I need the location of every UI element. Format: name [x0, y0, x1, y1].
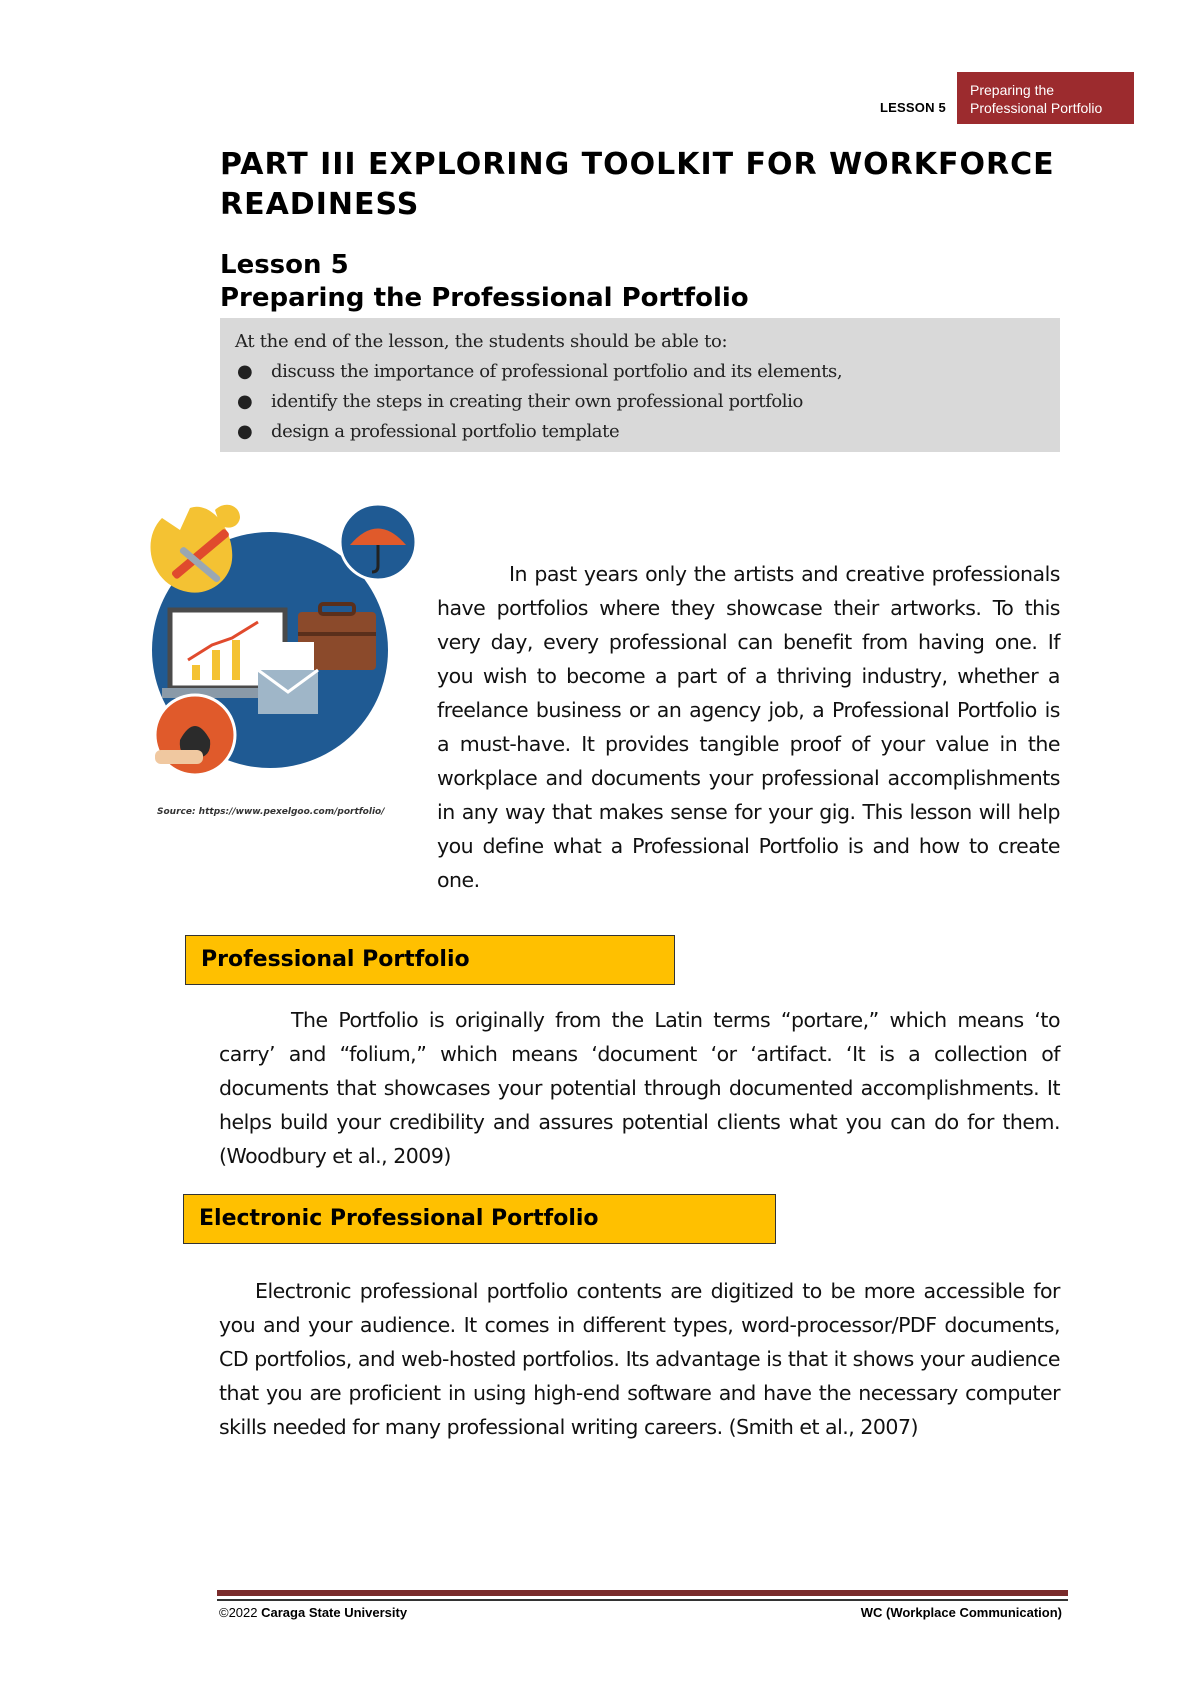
objective-text: design a professional portfolio template	[271, 421, 620, 442]
objective-item	[235, 417, 1046, 447]
bullet-icon: ●	[237, 421, 253, 442]
objective-text: identify the steps in creating their own professional portfolio	[271, 391, 803, 412]
footer-copyright	[219, 1605, 407, 1620]
header-box-line2: Professional Portfolio	[970, 100, 1103, 116]
umbrella-icon	[340, 504, 416, 580]
copyright-year: ©2022	[219, 1605, 258, 1620]
envelope-icon	[258, 642, 318, 714]
objectives-intro: At the end of the lesson, the students should be able to:	[235, 331, 728, 352]
footer-rule-thin	[217, 1599, 1068, 1601]
footer-rule	[217, 1590, 1068, 1596]
header-title-box	[957, 72, 1134, 124]
objectives-box	[220, 318, 1060, 452]
lesson-tag: LESSON 5	[880, 100, 946, 115]
objective-item	[235, 357, 1046, 387]
lesson-number: Lesson 5	[220, 250, 349, 280]
objective-item	[235, 387, 1046, 417]
university-name: Caraga State University	[261, 1605, 408, 1620]
part-title: PART III EXPLORING TOOLKIT FOR WORKFORCE READINESS	[220, 147, 1055, 222]
footer-course: WC (Workplace Communication)	[860, 1605, 1062, 1620]
electronic-portfolio-paragraph: Electronic professional portfolio contents are digitized to be more accessible for you and your audience. It comes in different types, word-processor/PDF documents, CD portfolios, and web-hosted portfolios. Its advantage is that it shows your audience that you are proficient in using high-end software and have the necessary computer skills needed for many professional writing careers. (Smith et al., 2007)	[219, 1279, 1060, 1439]
bullet-icon: ●	[237, 391, 253, 412]
header-box-line1: Preparing the	[970, 82, 1055, 98]
objectives-list	[235, 357, 1046, 447]
image-source-credit: Source: https://www.pexelgoo.com/portfolio/	[157, 807, 385, 817]
section-heading-electronic-portfolio: Electronic Professional Portfolio	[183, 1194, 776, 1244]
bullet-icon: ●	[237, 361, 253, 382]
intro-paragraph: In past years only the artists and creative professionals have portfolios where they showcase their artworks. To this very day, every professional can benefit from having one. If you wish to become a part of a thriving industry, whether a freelance business or an agency job, a Professional Portfolio is a must-have. It provides tangible proof of your value in the workplace and documents your professional accomplishments in any way that makes sense for your gig. This lesson will help you define what a Professional Portfolio is and how to create one.	[437, 562, 1060, 892]
objective-text: discuss the importance of professional portfolio and its elements,	[271, 361, 843, 382]
lesson-title: Preparing the Professional Portfolio	[220, 283, 749, 313]
section-heading-professional-portfolio: Professional Portfolio	[185, 935, 675, 985]
money-bag-icon	[155, 695, 235, 775]
professional-portfolio-paragraph: The Portfolio is originally from the Latin terms “portare,” which means ‘to carry’ and “folium,” which means ‘document ‘or ‘artifact. ‘It is a collection of documents that showcases your potential through documented accomplishments. It helps build your credibility and assures potential clients what you can do for them. (Woodbury et al., 2009)	[219, 1008, 1060, 1168]
portfolio-illustration	[140, 500, 420, 790]
